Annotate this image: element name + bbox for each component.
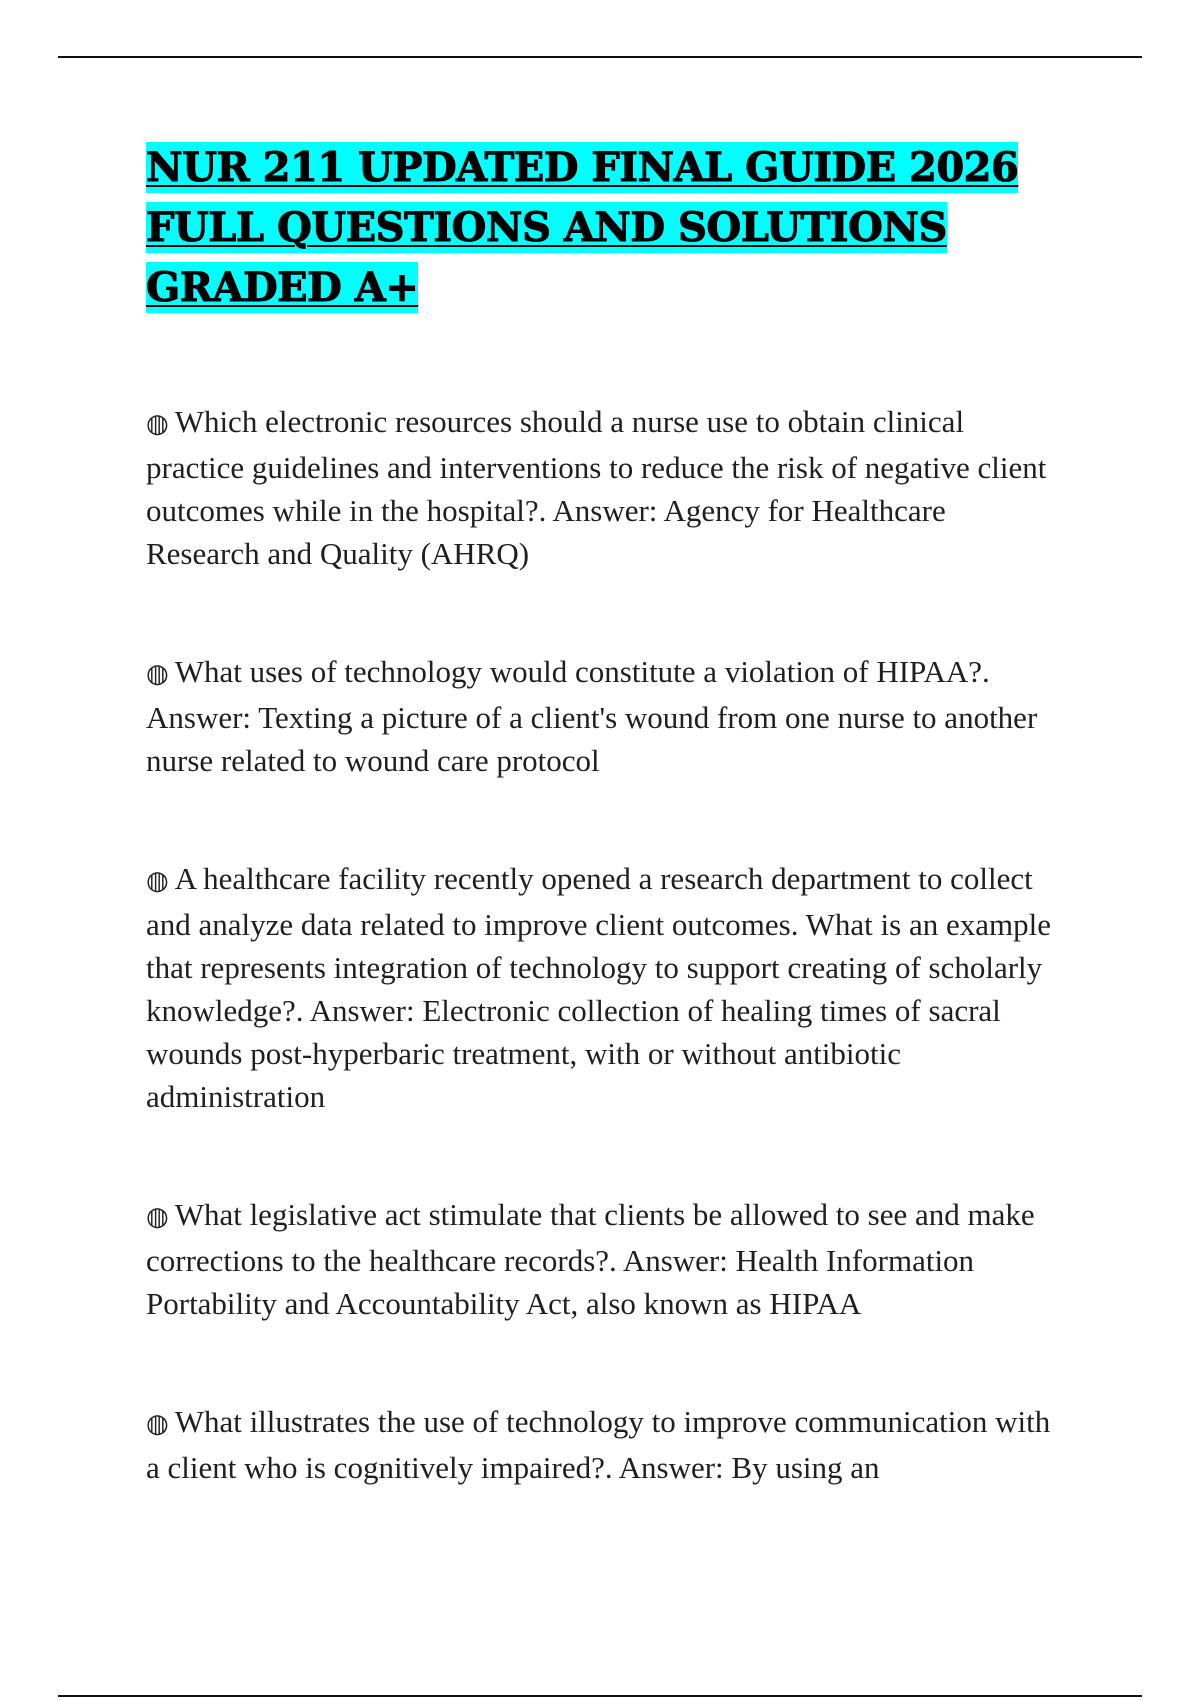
question-answer-text: A healthcare facility recently opened a research department to collect and analyze data related to improve client outcomes. What is an example that represents integration of technology to support creating of scholarly knowledge?. Answer: Electronic collection of healing times of sacral wounds post-hyperbaric treatment, with or without antibiotic administration — [146, 861, 1051, 1114]
document-title-text: NUR 211 UPDATED FINAL GUIDE 2026 FULL QUESTIONS AND SOLUTIONS GRADED A+ — [146, 144, 1019, 311]
list-item — [146, 1193, 1066, 1325]
bullet-icon: ◍ — [146, 409, 169, 439]
question-answer-text: What illustrates the use of technology to improve communication with a client who is cognitively impaired?. Answer: By using an — [146, 1404, 1051, 1485]
document-title — [146, 138, 1046, 318]
list-item — [146, 857, 1066, 1118]
question-answer-text: What legislative act stimulate that clients be allowed to see and make corrections to the healthcare records?. Answer: Health Information Portability and Accountability Act, also known as HIPAA — [146, 1197, 1035, 1321]
bullet-icon: ◍ — [146, 659, 169, 689]
bullet-icon: ◍ — [146, 1202, 169, 1232]
list-item — [146, 1400, 1066, 1489]
list-item — [146, 650, 1066, 782]
bottom-rule — [58, 1695, 1142, 1697]
top-rule — [58, 56, 1142, 58]
bullet-icon: ◍ — [146, 1409, 169, 1439]
question-answer-text: What uses of technology would constitute a violation of HIPAA?. Answer: Texting a picture of a client's wound from one nurse to another nurse related to wound care protocol — [146, 654, 1038, 778]
bullet-icon: ◍ — [146, 866, 169, 896]
qa-list — [146, 400, 1066, 1564]
list-item — [146, 400, 1066, 575]
question-answer-text: Which electronic resources should a nurse use to obtain clinical practice guidelines and interventions to reduce the risk of negative client outcomes while in the hospital?. Answer: Agency for Healthcare Research and Quality (AHRQ) — [146, 404, 1047, 571]
